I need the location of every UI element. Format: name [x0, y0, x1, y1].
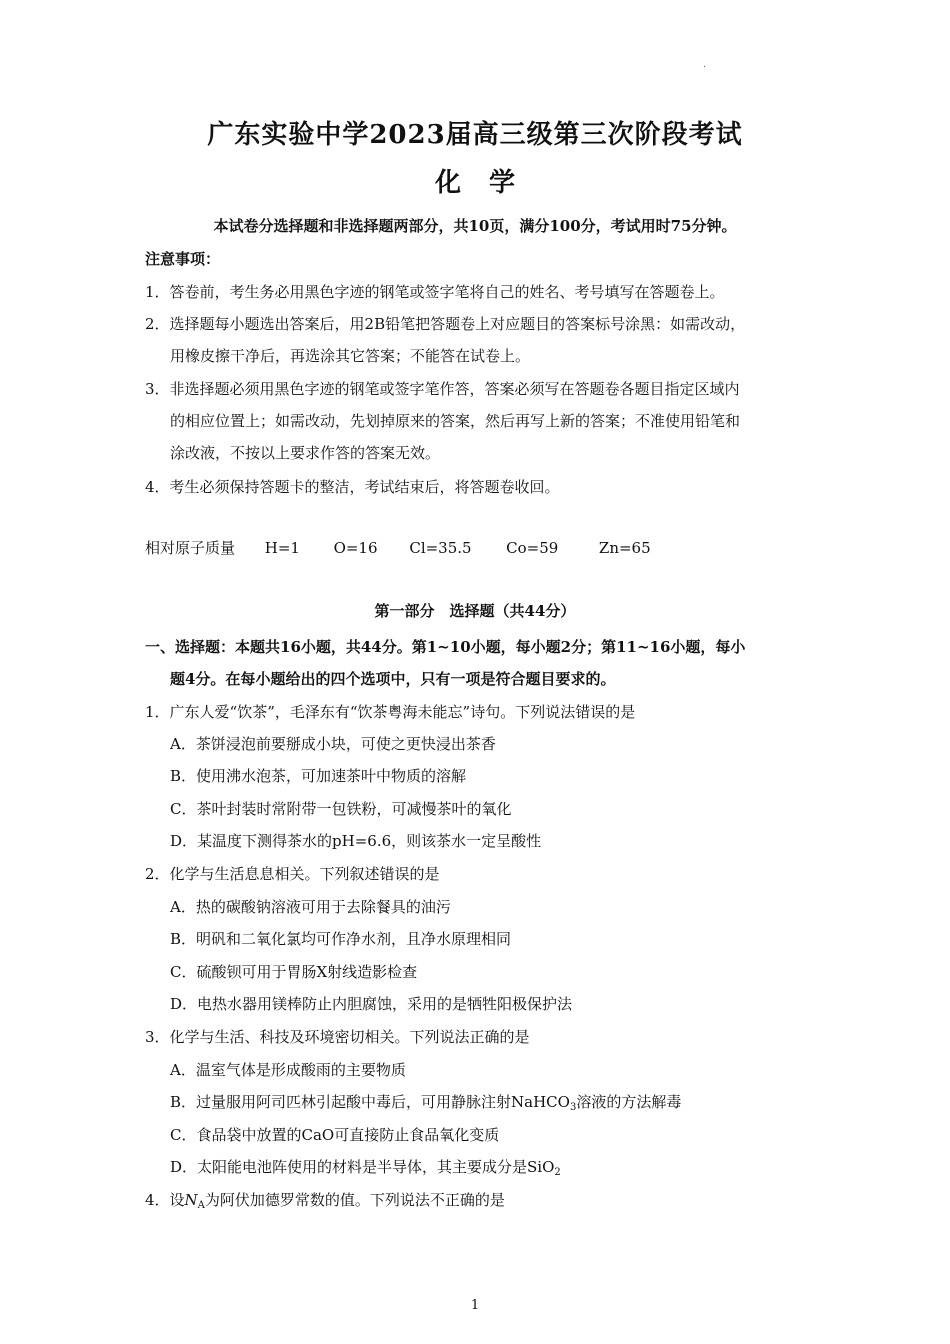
question-3-stem: 3．化学与生活、科技及环境密切相关。下列说法正确的是	[145, 1028, 530, 1046]
question-3-option-d	[170, 1157, 561, 1183]
question-1-option-d: D．某温度下测得茶水的pH=6.6，则该茶水一定呈酸性	[170, 832, 542, 850]
question-4-stem-pre: 4．设	[145, 1191, 185, 1209]
nahco3-formula: NaHCO	[511, 1093, 570, 1111]
note-item-3-cont-2: 涂改液，不按以上要求作答的答案无效。	[170, 444, 441, 462]
note-item-2-cont: 用橡皮擦干净后，再选涂其它答案；不能答在试卷上。	[170, 347, 531, 365]
atomic-mass-co: Co=59	[506, 539, 559, 557]
atomic-mass-zn: Zn=65	[598, 539, 651, 557]
question-3-option-a: A．温室气体是形成酸雨的主要物质	[170, 1061, 406, 1079]
question-2-option-a: A．热的碳酸钠溶液可用于去除餐具的油污	[170, 898, 451, 916]
sio2-formula: SiO	[527, 1158, 555, 1176]
question-1-option-a: A．茶饼浸泡前要掰成小块，可使之更快浸出茶香	[170, 735, 496, 753]
question-1-option-b: B．使用沸水泡茶，可加速茶叶中物质的溶解	[170, 767, 467, 785]
question-2-option-b: B．明矾和二氧化氯均可作净水剂，且净水原理相同	[170, 930, 512, 948]
notes-heading: 注意事项：	[145, 250, 221, 268]
sio2-subscript: 2	[554, 1167, 561, 1178]
question-1-option-c: C．茶叶封装时常附带一包铁粉，可减慢茶叶的氧化	[170, 800, 512, 818]
note-item-2: 2．选择题每小题选出答案后，用2B铅笔把答题卷上对应题目的答案标号涂黑：如需改动，	[145, 315, 746, 333]
question-2-option-c: C．硫酸钡可用于胃肠X射线造影检查	[170, 963, 418, 981]
exam-subject: 化学	[434, 168, 543, 198]
nahco3-subscript: 3	[569, 1102, 577, 1113]
atomic-mass-o: O=16	[333, 539, 378, 557]
note-item-3: 3．非选择题必须用黑色字迹的钢笔或签字笔作答，答案必须写在答题卷各题目指定区域内	[145, 380, 740, 398]
question-4-stem-post: 为阿伏加德罗常数的值。下列说法不正确的是	[204, 1191, 505, 1209]
question-4-stem	[145, 1190, 505, 1216]
question-2-stem: 2．化学与生活息息相关。下列叙述错误的是	[145, 865, 440, 883]
question-3-option-b-tail: 溶液的方法解毒	[576, 1093, 682, 1111]
exam-intro: 本试卷分选择题和非选择题两部分，共10页，满分100分，考试用时75分钟。	[213, 217, 737, 235]
section-instruction-1: 一、选择题：本题共16小题，共44分。第1~10小题，每小题2分；第11~16小题，每小	[145, 638, 746, 656]
question-3-option-c: C．食品袋中放置的CaO可直接防止食品氧化变质	[170, 1126, 500, 1144]
question-2-option-d: D．电热水器用镁棒防止内胆腐蚀，采用的是牺牲阳极保护法	[170, 995, 573, 1013]
atomic-mass-cl: Cl=35.5	[409, 539, 472, 557]
exam-title: 广东实验中学2023届高三级第三次阶段考试	[207, 120, 743, 150]
scan-dot: ·	[703, 62, 707, 73]
note-item-3-cont-1: 的相应位置上；如需改动，先划掉原来的答案，然后再写上新的答案；不准使用铅笔和	[170, 412, 741, 430]
atomic-mass-row	[145, 538, 651, 558]
atomic-mass-label: 相对原子质量	[145, 539, 236, 557]
atomic-mass-h: H=1	[264, 539, 300, 557]
note-item-4: 4．考生必须保持答题卡的整洁，考试结束后，将答题卷收回。	[145, 478, 560, 496]
question-3-option-b-text: B．过量服用阿司匹林引起酸中毒后，可用静脉注射	[170, 1093, 512, 1111]
question-3-option-d-text: D．太阳能电池阵使用的材料是半导体，其主要成分是	[170, 1158, 528, 1176]
question-1-stem: 1．广东人爱“饮茶”，毛泽东有“饮茶粤海未能忘”诗句。下列说法错误的是	[145, 703, 636, 721]
section-instruction-2: 题4分。在每小题给出的四个选项中，只有一项是符合题目要求的。	[170, 670, 616, 688]
page-number: 1	[470, 1298, 480, 1313]
question-3-option-b	[170, 1092, 681, 1118]
avogadro-symbol: N	[184, 1191, 198, 1209]
note-item-1: 1．答卷前，考生务必用黑色字迹的钢笔或签字笔将自己的姓名、考号填写在答题卷上。	[145, 283, 725, 301]
section-title: 第一部分 选择题（共44分）	[374, 602, 576, 620]
avogadro-subscript: A	[197, 1200, 205, 1211]
